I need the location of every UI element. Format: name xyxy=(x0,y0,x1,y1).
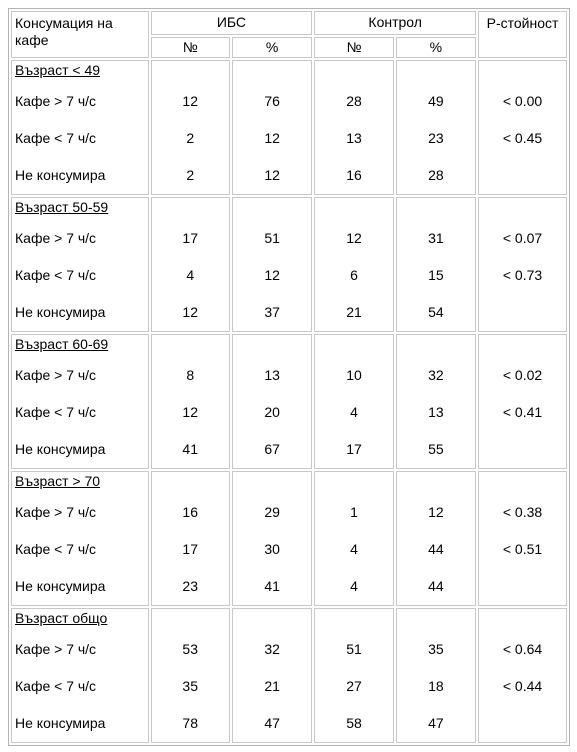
control-count: 58 xyxy=(346,715,362,731)
section-cell-row-label xyxy=(11,608,149,743)
ibs-count: 8 xyxy=(186,367,195,383)
section-cell-ibs-count xyxy=(151,471,230,606)
control-percent: 13 xyxy=(428,404,444,420)
header-consumption: Консумация на кафе xyxy=(11,11,149,58)
section-cell-control-percent xyxy=(396,471,476,606)
section-cell-row-label xyxy=(11,60,149,195)
ibs-count: 2 xyxy=(186,167,195,183)
row-label: Кафе < 7 ч/с xyxy=(15,404,97,420)
row-label: Кафе > 7 ч/с xyxy=(15,230,97,246)
section-cell-ibs-count xyxy=(151,60,230,195)
control-percent: 18 xyxy=(428,678,444,694)
section-cell-ibs-percent xyxy=(232,197,312,332)
row-label: Кафе < 7 ч/с xyxy=(15,541,97,557)
ibs-count: 12 xyxy=(182,93,198,109)
control-count: 10 xyxy=(346,367,362,383)
coffee-consumption-table xyxy=(8,8,570,746)
section-cell-control-count xyxy=(314,197,393,332)
section-title: Възраст < 49 xyxy=(15,62,101,78)
header-control-num: № xyxy=(314,37,393,58)
ibs-count: 2 xyxy=(186,130,195,146)
section-title: Възраст общо xyxy=(15,610,108,626)
ibs-percent: 76 xyxy=(264,93,280,109)
ibs-count: 12 xyxy=(182,304,198,320)
p-value: < 0.73 xyxy=(502,267,543,283)
section-title-spacer xyxy=(236,61,308,83)
p-value: < 0.51 xyxy=(502,541,543,557)
control-count: 27 xyxy=(346,678,362,694)
section-title: Възраст 60-69 xyxy=(15,336,109,352)
section-title-spacer xyxy=(482,609,563,631)
p-value: < 0.45 xyxy=(502,130,543,146)
section-title-spacer xyxy=(318,472,389,494)
p-value: < 0.44 xyxy=(502,678,543,694)
section-cell-p-value xyxy=(478,608,567,743)
control-count: 16 xyxy=(346,167,362,183)
control-percent: 55 xyxy=(428,441,444,457)
p-value xyxy=(482,568,563,605)
ibs-percent: 67 xyxy=(264,441,280,457)
ibs-percent: 12 xyxy=(264,167,280,183)
control-count: 28 xyxy=(346,93,362,109)
section-title-spacer xyxy=(400,609,472,631)
section-title-spacer xyxy=(400,61,472,83)
control-percent: 35 xyxy=(428,641,444,657)
section-title-spacer xyxy=(155,472,226,494)
section-cell-row-label xyxy=(11,197,149,332)
header-group-ibs: ИБС xyxy=(151,11,313,35)
section-row xyxy=(11,471,567,606)
section-row xyxy=(11,197,567,332)
section-cell-row-label xyxy=(11,471,149,606)
ibs-count: 78 xyxy=(182,715,198,731)
ibs-count: 17 xyxy=(182,541,198,557)
section-cell-ibs-count xyxy=(151,608,230,743)
section-cell-p-value xyxy=(478,334,567,469)
header-group-control: Контрол xyxy=(314,11,476,35)
row-label: Не консумира xyxy=(15,304,106,320)
control-count: 6 xyxy=(350,267,358,283)
ibs-percent: 21 xyxy=(264,678,280,694)
section-title-spacer xyxy=(400,198,472,220)
header-ibs-pct: % xyxy=(232,37,312,58)
row-label: Кафе > 7 ч/с xyxy=(15,504,97,520)
p-value: < 0.64 xyxy=(502,641,543,657)
section-title-spacer xyxy=(236,609,308,631)
section-title-spacer xyxy=(155,609,226,631)
section-cell-p-value xyxy=(478,60,567,195)
control-count: 4 xyxy=(350,541,358,557)
section-title-spacer xyxy=(318,61,389,83)
p-value xyxy=(482,294,563,331)
control-percent: 23 xyxy=(428,130,444,146)
ibs-count: 23 xyxy=(182,578,198,594)
row-label: Кафе > 7 ч/с xyxy=(15,641,97,657)
section-cell-control-percent xyxy=(396,60,476,195)
header-control-pct: % xyxy=(396,37,476,58)
row-label: Не консумира xyxy=(15,715,106,731)
ibs-percent: 32 xyxy=(264,641,280,657)
section-title-spacer xyxy=(155,61,226,83)
control-count: 21 xyxy=(346,304,362,320)
control-count: 4 xyxy=(350,578,358,594)
section-cell-control-percent xyxy=(396,608,476,743)
p-value xyxy=(482,705,563,742)
section-cell-row-label xyxy=(11,334,149,469)
row-label: Кафе < 7 ч/с xyxy=(15,678,97,694)
row-label: Кафе > 7 ч/с xyxy=(15,367,97,383)
ibs-count: 12 xyxy=(182,404,198,420)
control-percent: 15 xyxy=(428,267,444,283)
section-cell-control-percent xyxy=(396,197,476,332)
ibs-count: 41 xyxy=(182,441,198,457)
section-title-spacer xyxy=(318,198,389,220)
row-label: Не консумира xyxy=(15,578,106,594)
p-value: < 0.07 xyxy=(502,230,543,246)
control-count: 4 xyxy=(350,404,358,420)
ibs-percent: 29 xyxy=(264,504,280,520)
section-title-spacer xyxy=(155,335,226,357)
section-title-spacer xyxy=(318,335,389,357)
ibs-percent: 51 xyxy=(264,230,280,246)
control-count: 17 xyxy=(346,441,362,457)
ibs-percent: 41 xyxy=(264,578,280,594)
section-title-spacer xyxy=(236,472,308,494)
section-cell-p-value xyxy=(478,471,567,606)
control-percent: 12 xyxy=(428,504,444,520)
section-title-spacer xyxy=(482,335,563,357)
section-row xyxy=(11,60,567,195)
control-count: 51 xyxy=(346,641,362,657)
ibs-count: 4 xyxy=(186,267,195,283)
section-row xyxy=(11,334,567,469)
control-count: 12 xyxy=(346,230,362,246)
row-label: Кафе > 7 ч/с xyxy=(15,93,97,109)
control-percent: 54 xyxy=(428,304,444,320)
p-value: < 0.41 xyxy=(502,404,543,420)
section-title-spacer xyxy=(318,609,389,631)
ibs-percent: 20 xyxy=(264,404,280,420)
section-title-spacer xyxy=(482,198,563,220)
section-cell-control-count xyxy=(314,471,393,606)
ibs-percent: 12 xyxy=(264,267,280,283)
section-title: Възраст > 70 xyxy=(15,473,101,489)
section-cell-ibs-percent xyxy=(232,334,312,469)
control-count: 13 xyxy=(346,130,362,146)
p-value: < 0.02 xyxy=(502,367,543,383)
control-percent: 44 xyxy=(428,578,444,594)
section-row xyxy=(11,608,567,743)
section-cell-ibs-percent xyxy=(232,60,312,195)
section-cell-ibs-count xyxy=(151,334,230,469)
p-value xyxy=(482,431,563,468)
p-value xyxy=(482,157,563,194)
ibs-percent: 30 xyxy=(264,541,280,557)
section-cell-control-count xyxy=(314,60,393,195)
row-label: Не консумира xyxy=(15,441,106,457)
ibs-percent: 47 xyxy=(264,715,280,731)
control-percent: 31 xyxy=(428,230,444,246)
control-percent: 28 xyxy=(428,167,444,183)
section-title-spacer xyxy=(155,198,226,220)
section-title-spacer xyxy=(482,472,563,494)
control-percent: 32 xyxy=(428,367,444,383)
header-p-value: P-стойност xyxy=(478,11,567,58)
ibs-percent: 13 xyxy=(264,367,280,383)
ibs-count: 16 xyxy=(182,504,198,520)
p-value: < 0.00 xyxy=(502,93,543,109)
section-cell-p-value xyxy=(478,197,567,332)
section-cell-ibs-percent xyxy=(232,471,312,606)
control-percent: 47 xyxy=(428,715,444,731)
section-title-spacer xyxy=(400,335,472,357)
section-cell-ibs-count xyxy=(151,197,230,332)
section-cell-ibs-percent xyxy=(232,608,312,743)
table-body xyxy=(11,60,567,743)
row-label: Кафе < 7 ч/с xyxy=(15,130,97,146)
ibs-count: 17 xyxy=(182,230,198,246)
header-ibs-num: № xyxy=(151,37,230,58)
ibs-percent: 37 xyxy=(264,304,280,320)
ibs-count: 35 xyxy=(182,678,198,694)
header-row-1 xyxy=(11,11,567,35)
ibs-count: 53 xyxy=(182,641,198,657)
section-title-spacer xyxy=(482,61,563,83)
control-percent: 49 xyxy=(428,93,444,109)
section-title: Възраст 50-59 xyxy=(15,199,109,215)
section-title-spacer xyxy=(236,335,308,357)
row-label: Не консумира xyxy=(15,167,106,183)
section-title-spacer xyxy=(236,198,308,220)
section-cell-control-count xyxy=(314,334,393,469)
section-title-spacer xyxy=(400,472,472,494)
p-value: < 0.38 xyxy=(502,504,543,520)
control-count: 1 xyxy=(350,504,358,520)
section-cell-control-percent xyxy=(396,334,476,469)
section-cell-control-count xyxy=(314,608,393,743)
ibs-percent: 12 xyxy=(264,130,280,146)
row-label: Кафе < 7 ч/с xyxy=(15,267,97,283)
control-percent: 44 xyxy=(428,541,444,557)
